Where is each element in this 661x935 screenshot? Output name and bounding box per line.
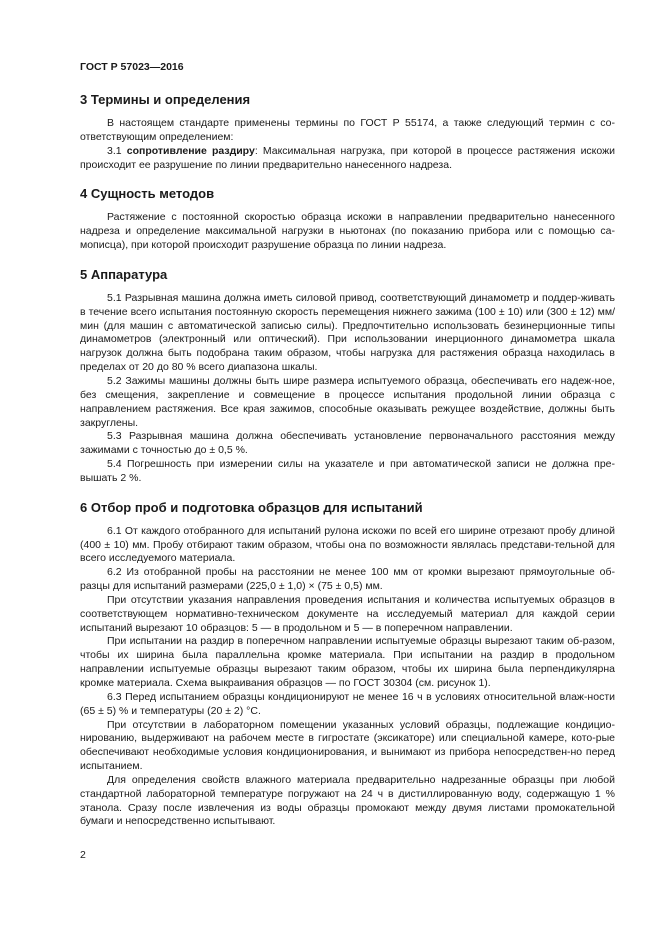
clause-5-1: 5.1 Разрывная машина должна иметь силовой привод, соответствующий динамометр и поддер-живать в течение всего испытания постоянную скорость перемещения нижнего зажима (100 ± 10) или (300 ± 12) мм/мин (для машин с автоматической записью силы). Предпочтительно использовать безинерционные типы динамометров (электронный или оптический). При использовании инерционного динамометра шкала нагрузок должна быть подобрана таким образом, чтобы нагрузка для растяжения образца находилась в пределах от 20 до 80 % всего диапазона шкалы. [80, 291, 615, 374]
clause-5-4: 5.4 Погрешность при измерении силы на указателе и при автоматической записи не должна пре-вышать 2 %. [80, 458, 615, 484]
section-6-body [80, 525, 615, 830]
clause-6-3-note-conditioning: При отсутствии в лабораторном помещении указанных условий образцы, подлежащие кондицио-нированию, выдерживают на рабочем месте в гигростате (эксикаторе) или специальной камере, кото-рые обеспечивают необходимые условия кондиционирования, и вынимают из прибора непосредствен-но перед испытанием. [80, 718, 615, 773]
section-4-body [80, 211, 615, 253]
section-3-body [80, 117, 615, 172]
document-code-header: ГОСТ Р 57023—2016 [80, 61, 184, 73]
clause-6-2-note-direction: При испытании на раздир в поперечном направлении испытуемые образцы вырезают таким об-разом, чтобы их ширина была параллельна кромке материала. При испытании на раздир в продольном направлении испытуемые образцы вырезают таким образом, чтобы их ширина была перпендикулярна кромке материала. Схема выкраивания образцов — по ГОСТ 30304 (см. рисунок 1). [80, 635, 615, 689]
page-content [80, 92, 615, 829]
clause-6-2-note-count: При отсутствии указания направления проведения испытания и количества испытуемых образцов в соответствующем нормативно-техническом документе на исследуемый материал для каждой серии испытаний вырезают 10 образцов: 5 — в продольном и 5 — в поперечном направлении. [80, 593, 615, 634]
term-name: сопротивление раздиру [126, 144, 255, 157]
section-5-title: 5 Аппаратура [80, 266, 168, 282]
section-4-paragraph: Растяжение с постоянной скоростью образца искожи в направлении предварительно нанесенного надреза и определение максимальной нагрузки в ньютонах (по показанию прибора или с помощью са-мописца), при которой происходит разрушение образца по линии надреза. [80, 211, 615, 252]
term-definition: : Максимальная нагрузка, при которой в процессе растяжения искожи происходит ее разрушение по линии предварительно нанесенного надреза. [80, 144, 616, 171]
clause-6-3: 6.3 Перед испытанием образцы кондиционируют не менее 16 ч в условиях относительной влаж-ности (65 ± 5) % и температуры (20 ± 2) °С. [80, 690, 615, 717]
clause-6-1: 6.1 От каждого отобранного для испытаний рулона искожи по всей его ширине отрезают пробу длиной (400 ± 10) мм. Пробу отбирают таким образом, чтобы она по возможности являлась представи-тельной для всего исследуемого материала. [80, 524, 615, 565]
term-number: 3.1 [107, 144, 122, 157]
section-3-title: 3 Термины и определения [80, 92, 251, 107]
clause-5-3: 5.3 Разрывная машина должна обеспечивать установление первоначального расстояния между зажимами с точностью до ± 0,5 %. [80, 430, 615, 457]
clause-6-2: 6.2 Из отобранной пробы на расстоянии не менее 100 мм от кромки вырезают прямоугольные об-разцы для испытаний размерами (225,0 ± 1,0) × (75 ± 0,5) мм. [80, 566, 615, 593]
section-3-intro: В настоящем стандарте применены термины по ГОСТ Р 55174, а также следующий термин с со-ответствующим определением: [80, 117, 615, 143]
section-5-body [80, 292, 615, 486]
clause-5-2: 5.2 Зажимы машины должны быть шире размера испытуемого образца, обеспечивать его надеж-ное, без смещения, закрепление и совмещение в процессе испытания продольной линии образца с направлением растяжения. Все края зажимов, способные оказывать режущее воздействие, должны быть закруглены. [80, 374, 615, 429]
section-4-title: 4 Сущность методов [80, 186, 215, 202]
term-3-1 [80, 145, 615, 173]
clause-6-3-note-wet: Для определения свойств влажного материала предварительно надрезанные образцы при любой стандартной лабораторной температуре погружают на 24 ч в дистиллированную воду, содержащую 1 % этанола. Сразу после извлечения из воды образцы промокают между двумя листами промокательной бумаги и непосредственно испытывают. [80, 773, 615, 828]
page-number: 2 [80, 849, 86, 861]
section-6-title: 6 Отбор проб и подготовка образцов для испытаний [80, 499, 423, 515]
